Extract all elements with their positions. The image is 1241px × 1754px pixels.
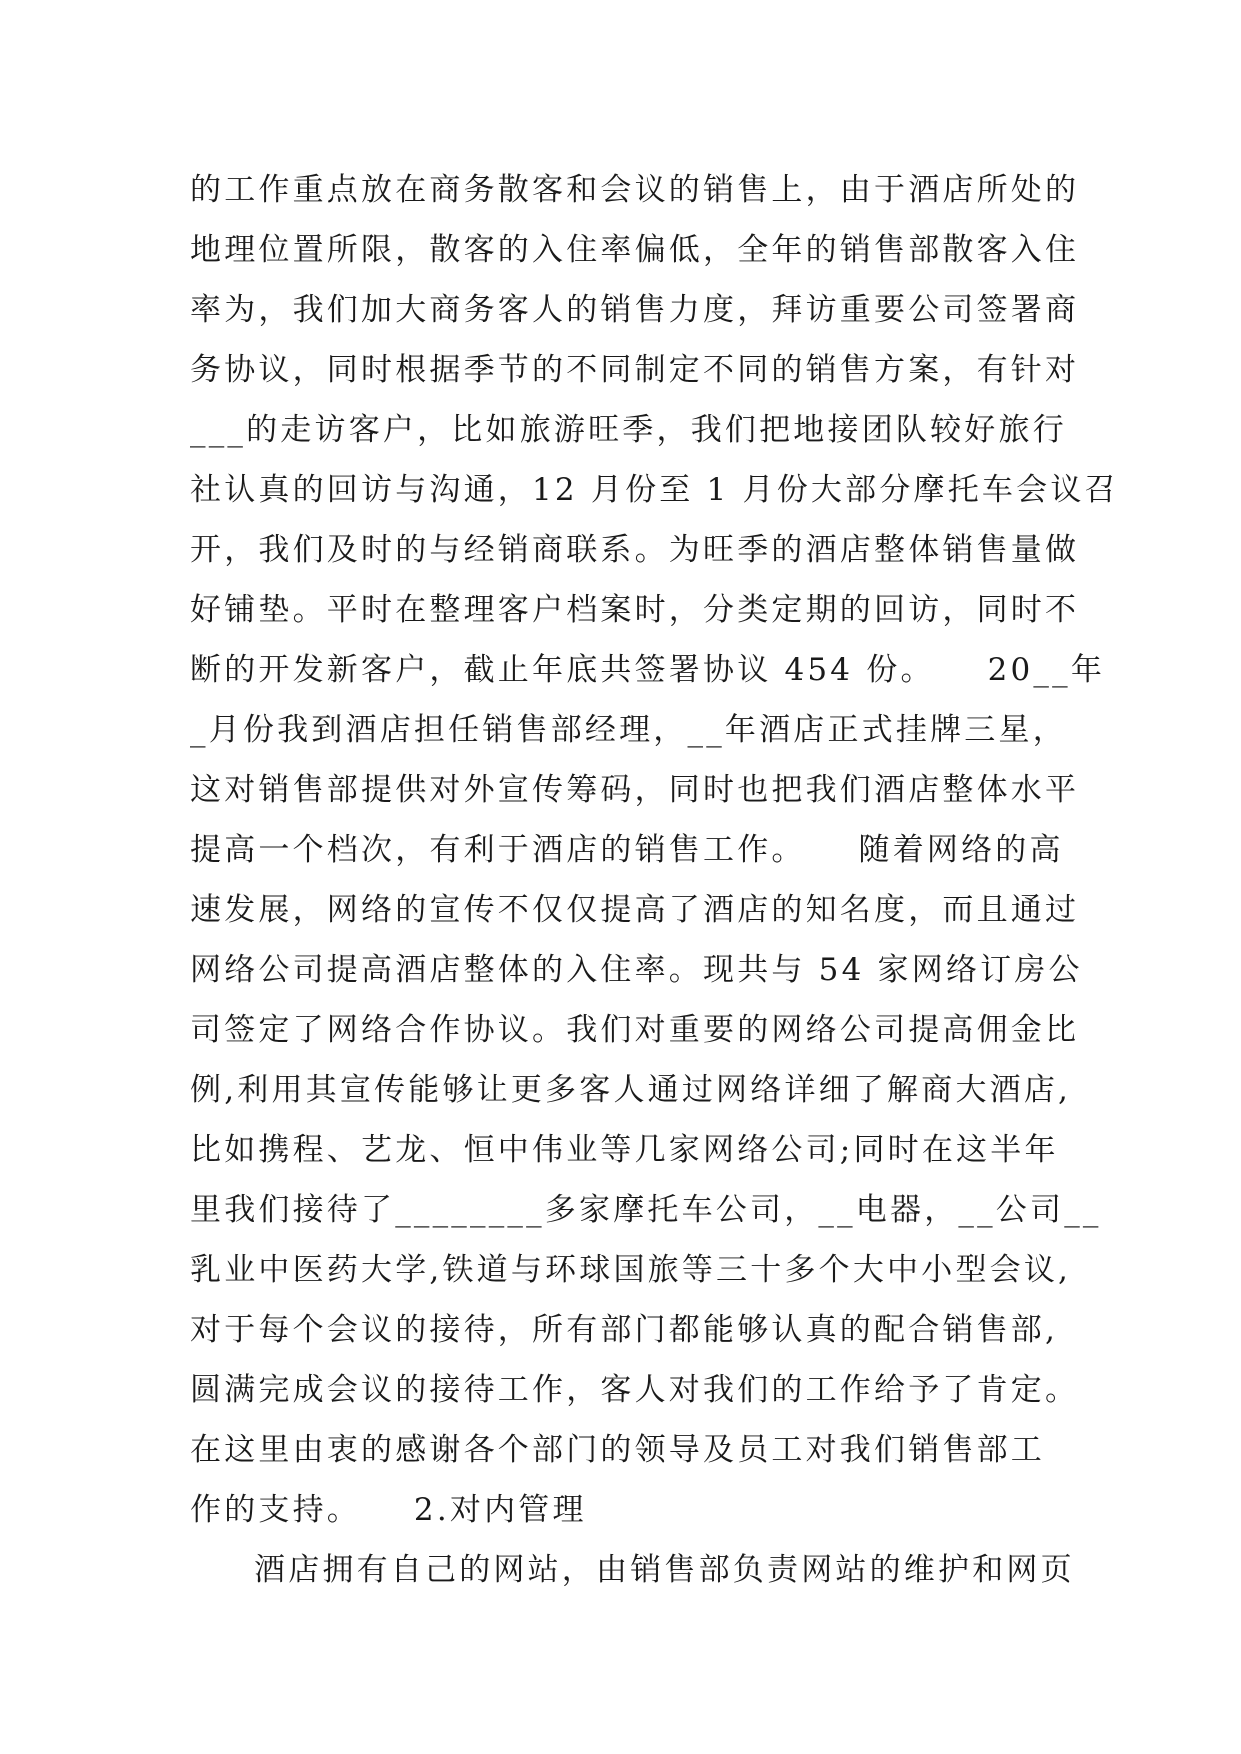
text-line: 社认真的回访与沟通，12 月份至 1 月份大部分摩托车会议召 <box>190 472 1119 508</box>
text-line: 的工作重点放在商务散客和会议的销售上，由于酒店所处的 <box>190 172 1080 208</box>
text-line: 在这里由衷的感谢各个部门的领导及员工对我们销售部工 <box>190 1432 1045 1468</box>
text-line: 提高一个档次，有利于酒店的销售工作。 随着网络的高 <box>190 832 1064 868</box>
paragraph-first-line: 酒店拥有自己的网站，由销售部负责网站的维护和网页 <box>254 1552 1075 1588</box>
text-line: 务协议，同时根据季节的不同制定不同的销售方案，有针对 <box>190 352 1080 388</box>
text-line: 好铺垫。平时在整理客户档案时，分类定期的回访，同时不 <box>190 592 1080 628</box>
text-line: 开，我们及时的与经销商联系。为旺季的酒店整体销售量做 <box>190 532 1080 568</box>
text-line: 圆满完成会议的接待工作，客人对我们的工作给予了肯定。 <box>190 1372 1080 1408</box>
text-line: _月份我到酒店担任销售部经理，__年酒店正式挂牌三星， <box>190 712 1067 748</box>
text-line: 断的开发新客户，截止年底共签署协议 454 份。 20__年 <box>190 652 1106 688</box>
text-line: 网络公司提高酒店整体的入住率。现共与 54 家网络订房公 <box>190 952 1083 988</box>
text-line: 司签定了网络合作协议。我们对重要的网络公司提高佣金比 <box>190 1012 1080 1048</box>
text-line: 比如携程、艺龙、恒中伟业等几家网络公司;同时在这半年 <box>190 1132 1059 1168</box>
text-line: 作的支持。 2.对内管理 <box>190 1492 587 1528</box>
body-text <box>190 160 1119 1600</box>
text-line: 速发展，网络的宣传不仅仅提高了酒店的知名度，而且通过 <box>190 892 1080 928</box>
text-line: 率为，我们加大商务客人的销售力度，拜访重要公司签署商 <box>190 292 1080 328</box>
text-line: 地理位置所限，散客的入住率偏低，全年的销售部散客入住 <box>190 232 1080 268</box>
text-line: 里我们接待了________多家摩托车公司，__电器，__公司__ <box>190 1192 1102 1228</box>
text-line: 例,利用其宣传能够让更多客人通过网络详细了解商大酒店, <box>190 1072 1072 1108</box>
text-line: 对于每个会议的接待，所有部门都能够认真的配合销售部, <box>190 1312 1059 1348</box>
text-line: 这对销售部提供对外宣传筹码，同时也把我们酒店整体水平 <box>190 772 1080 808</box>
text-line: 乳业中医药大学,铁道与环球国旅等三十多个大中小型会议, <box>190 1252 1072 1288</box>
text-line: ___的走访客户，比如旅游旺季，我们把地接团队较好旅行 <box>190 412 1067 448</box>
